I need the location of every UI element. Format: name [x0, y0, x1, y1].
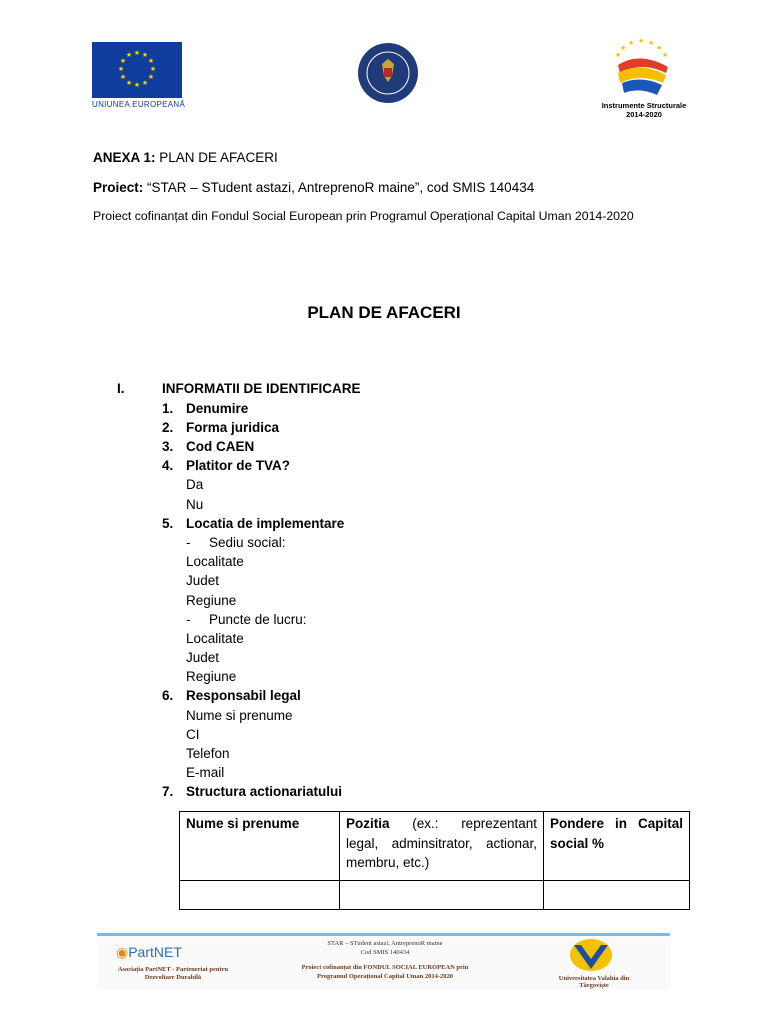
footer-funding-line2: Programul Operațional Capital Uman 2014-2020 — [316, 972, 453, 980]
partnet-caption: Asociația PartNET - Parteneriat pentru Dezvoltare Durabilă — [117, 966, 229, 981]
svg-text:★: ★ — [133, 50, 141, 57]
funding-line: Proiect cofinanțat din Fondul Social European prin Programul Operațional Capital Uman 2014-2020 — [93, 209, 634, 223]
shareholders-table — [179, 811, 690, 910]
footer-project-name: STAR – STudent astazi, AntreprenoR maine — [327, 940, 443, 947]
svg-text:★: ★ — [119, 58, 127, 65]
uvt-emblem-icon — [568, 937, 614, 973]
registered-office-label: Sediu social: — [209, 535, 286, 550]
table-row — [180, 881, 690, 910]
eu-flag-logo — [92, 42, 182, 98]
item-label-denumire: Denumire — [186, 401, 249, 416]
svg-text:★: ★ — [628, 40, 635, 47]
item-number-2: 2. — [162, 420, 174, 435]
eu-caption: UNIUNEA EUROPEANĂ — [92, 100, 186, 109]
structural-instruments-logo — [600, 35, 686, 105]
work-points-localitate: Localitate — [186, 631, 244, 646]
footer-funding-line1: Proiect cofinanțat din FONDUL SOCIAL EUROPEAN prin — [301, 964, 469, 971]
annex-label: ANEXA 1: — [93, 150, 156, 165]
item-number-5: 5. — [162, 516, 174, 531]
partnet-logo-text: PartNET — [128, 944, 182, 960]
section-heading: INFORMATII DE IDENTIFICARE — [162, 381, 361, 396]
coat-of-arms-icon — [357, 42, 419, 104]
item-label-structura-actionariat: Structura actionariatului — [186, 784, 343, 799]
svg-text:★: ★ — [656, 45, 663, 52]
location-dash-2: - — [186, 612, 191, 627]
footer-divider — [97, 933, 670, 936]
svg-text:★: ★ — [141, 52, 149, 59]
svg-text:★: ★ — [119, 74, 127, 81]
partnet-logo — [116, 944, 182, 961]
header-pozitia-line3: membru, etc.) — [346, 855, 430, 870]
table-header-row — [180, 812, 690, 881]
annex-value: PLAN DE AFACERI — [155, 150, 278, 165]
svg-text:★: ★ — [620, 45, 627, 52]
location-dash-1: - — [186, 535, 191, 550]
item-label-cod-caen: Cod CAEN — [186, 439, 255, 454]
romanian-government-seal — [357, 42, 419, 104]
item-label-forma-juridica: Forma juridica — [186, 420, 280, 435]
item-label-locatia: Locatia de implementare — [186, 516, 345, 531]
svg-text:★: ★ — [141, 80, 149, 87]
vat-option-da: Da — [186, 477, 204, 492]
svg-text:★: ★ — [117, 66, 125, 73]
header-nume-prenume: Nume si prenume — [180, 812, 340, 881]
item-label-responsabil-legal: Responsabil legal — [186, 688, 301, 703]
header-pondere-line2: social % — [550, 835, 605, 851]
header-pozitia-line1: Pozitia (ex.: reprezentant — [346, 816, 537, 831]
registered-office-regiune: Regiune — [186, 593, 237, 608]
structural-instruments-caption — [598, 101, 690, 119]
svg-text:★: ★ — [147, 74, 155, 81]
svg-text:★: ★ — [133, 82, 141, 89]
uvt-caption: Universitatea Valahia din Târgoviște — [558, 975, 630, 989]
registered-office-localitate: Localitate — [186, 554, 244, 569]
project-line — [93, 178, 534, 197]
svg-text:★: ★ — [147, 58, 155, 65]
legal-rep-telefon: Telefon — [186, 746, 230, 761]
partnet-circle-icon: ◉ — [116, 944, 129, 960]
section-numeral: I. — [117, 381, 125, 396]
uvt-logo — [568, 937, 614, 973]
item-number-3: 3. — [162, 439, 174, 454]
table-cell-name[interactable] — [180, 881, 340, 910]
svg-text:★: ★ — [615, 52, 622, 59]
svg-text:★: ★ — [638, 38, 645, 45]
svg-text:★: ★ — [149, 66, 157, 73]
svg-text:★: ★ — [125, 52, 133, 59]
project-label: Proiect: — [93, 180, 144, 195]
legal-rep-email: E-mail — [186, 765, 225, 780]
legal-rep-ci: CI — [186, 727, 200, 742]
svg-text:★: ★ — [125, 80, 133, 87]
table-cell-share[interactable] — [544, 881, 690, 910]
annex-line — [93, 148, 278, 167]
item-number-7: 7. — [162, 784, 174, 799]
legal-rep-name: Nume si prenume — [186, 708, 293, 723]
work-points-regiune: Regiune — [186, 669, 237, 684]
is-caption-line2: 2014-2020 — [626, 110, 662, 119]
item-number-6: 6. — [162, 688, 174, 703]
header-pondere-line1: Pondere in Capital — [550, 816, 683, 831]
item-label-platitor-tva: Platitor de TVA? — [186, 458, 291, 473]
footer-smis-code: Cod SMIS 140434 — [360, 948, 410, 956]
project-value: “STAR – STudent astazi, AntreprenoR maine”, cod SMIS 140434 — [143, 180, 535, 195]
page-title: PLAN DE AFACERI — [307, 303, 461, 322]
header-pozitia — [340, 812, 544, 881]
structural-instruments-icon — [600, 35, 686, 105]
svg-text:★: ★ — [662, 52, 669, 59]
eu-stars-icon — [92, 42, 182, 98]
work-points-label: Puncte de lucru: — [209, 612, 307, 627]
vat-option-nu: Nu — [186, 497, 204, 512]
header-pondere — [544, 812, 690, 881]
item-number-4: 4. — [162, 458, 174, 473]
table-cell-position[interactable] — [340, 881, 544, 910]
header-pozitia-line2: legal, adminsitrator, actionar, — [346, 835, 537, 851]
is-caption-line1: Instrumente Structurale — [601, 101, 687, 110]
item-number-1: 1. — [162, 401, 174, 416]
work-points-judet: Judet — [186, 650, 220, 665]
footer-project-info — [290, 940, 480, 981]
registered-office-judet: Judet — [186, 573, 220, 588]
svg-text:★: ★ — [648, 40, 655, 47]
